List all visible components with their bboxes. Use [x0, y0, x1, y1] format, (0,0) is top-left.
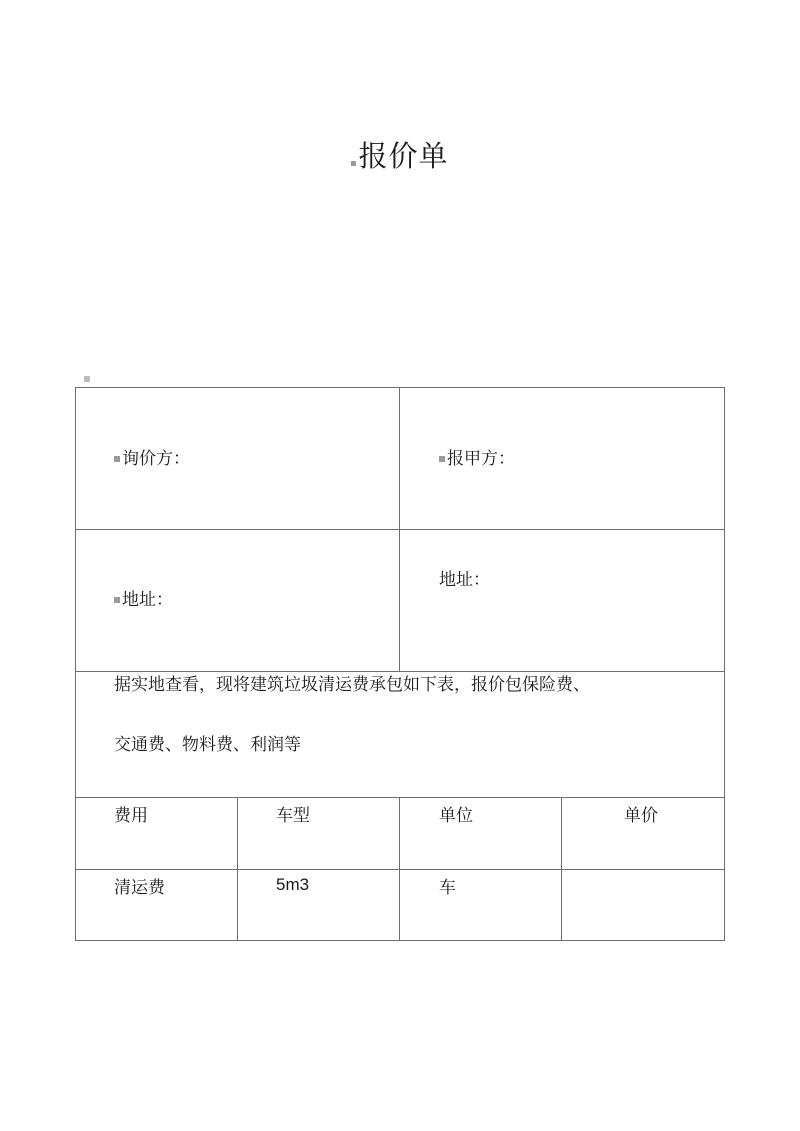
description-line-2: 交通费、物料费、利润等	[114, 735, 301, 755]
header-vehicle-type: 车型	[276, 806, 310, 826]
row-divider-1	[75, 529, 725, 530]
description-line-1: 据实地查看，现将建筑垃圾清运费承包如下表，报价包保险费、	[114, 675, 590, 695]
inquirer-address-label: 地址：	[122, 590, 173, 610]
table-top-border	[75, 387, 725, 388]
row-divider-2	[75, 671, 725, 672]
table-bottom-border	[75, 940, 725, 941]
cell-vehicle-type: 5m3	[276, 875, 310, 894]
cell-fee: 清运费	[114, 878, 165, 898]
table-left-border	[75, 387, 76, 941]
inquirer-label: 询价方：	[122, 449, 190, 469]
header-unit: 单位	[439, 806, 473, 826]
price-column-divider-2	[399, 797, 400, 941]
inquirer-address-field	[114, 590, 173, 610]
corner-marker-icon	[84, 376, 90, 382]
cell-unit: 车	[439, 878, 456, 898]
quoter-field	[439, 449, 515, 469]
quoter-address-label: 地址：	[439, 570, 490, 590]
header-unit-price: 单价	[624, 806, 658, 826]
marker-icon	[439, 456, 445, 462]
header-fee: 费用	[114, 806, 148, 826]
marker-icon	[114, 597, 120, 603]
table-right-border	[724, 387, 725, 941]
price-column-divider-3	[561, 797, 562, 941]
party-column-divider	[399, 387, 400, 672]
quoter-label: 报甲方：	[447, 449, 515, 469]
title-text: 报价单	[358, 139, 449, 173]
row-divider-3	[75, 797, 725, 798]
row-divider-4	[75, 869, 725, 870]
quoter-address-field	[439, 570, 490, 590]
marker-icon	[351, 161, 356, 166]
page-title	[0, 134, 800, 175]
price-column-divider-1	[237, 797, 238, 941]
marker-icon	[114, 456, 120, 462]
inquirer-field	[114, 449, 190, 469]
